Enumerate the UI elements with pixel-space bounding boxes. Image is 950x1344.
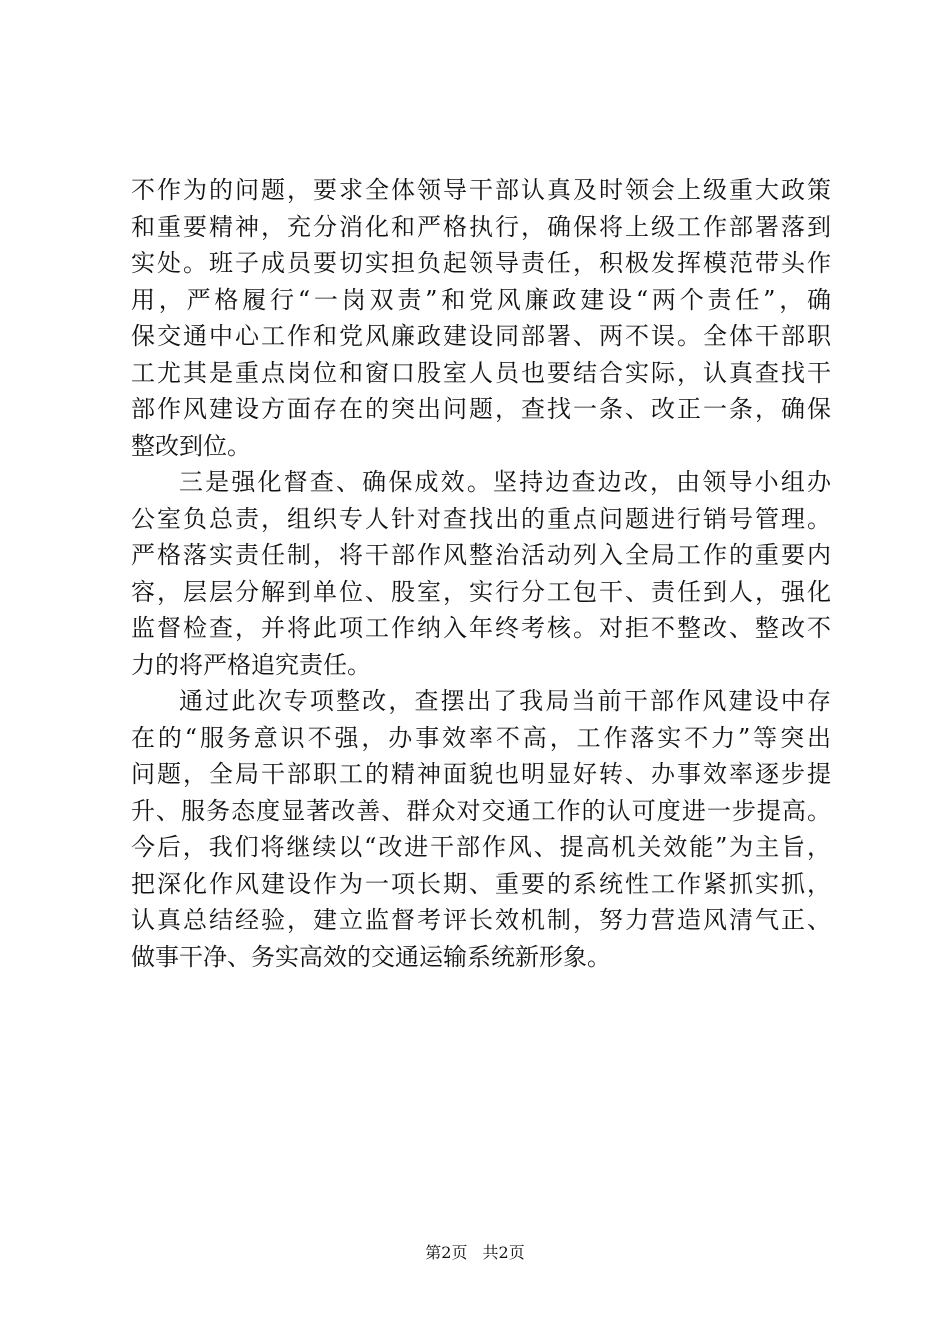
text-line: 用，严格履行“一岗双责”和党风廉政建设“两个责任”，确 [131,285,831,314]
page-footer [0,1241,950,1265]
text-line: 在的“服务意识不强，办事效率不高，工作落实不力”等突出 [131,723,831,752]
text-line: 严格落实责任制，将干部作风整治活动列入全局工作的重要内 [131,541,831,569]
text-line: 力的将严格追究责任。 [131,650,371,679]
text-line: 实处。班子成员要切实担负起领导责任，积极发挥模范带头作 [131,249,831,277]
paragraph-1 [131,172,831,464]
text-line: 做事干净、务实高效的交通运输系统新形象。 [131,942,611,971]
text-line: 部作风建设方面存在的突出问题，查找一条、改正一条，确保 [131,395,831,423]
text-line: 容，层层分解到单位、股室，实行分工包干、责任到人，强化 [131,577,831,606]
text-line: 认真总结经验，建立监督考评长效机制，努力营造风清气正、 [131,906,831,934]
text-line: 把深化作风建设作为一项长期、重要的系统性工作紧抓实抓， [131,869,831,898]
page-total: 共2页 [482,1243,525,1262]
text-line: 公室负总责，组织专人针对查找出的重点问题进行销号管理。 [131,504,831,533]
text-line: 通过此次专项整改，查摆出了我局当前干部作风建设中存 [179,687,831,715]
text-line: 监督检查，并将此项工作纳入年终考核。对拒不整改、整改不 [131,614,831,642]
text-line: 整改到位。 [131,431,251,460]
text-line: 问题，全局干部职工的精神面貌也明显好转、办事效率逐步提 [131,760,831,788]
text-line: 不作为的问题，要求全体领导干部认真及时领会上级重大政策 [131,176,831,204]
document-body [131,172,831,975]
text-line: 三是强化督查、确保成效。坚持边查边改，由领导小组办 [179,468,831,496]
text-line: 保交通中心工作和党风廉政建设同部署、两不误。全体干部职 [131,322,831,350]
text-line: 今后，我们将继续以“改进干部作风、提高机关效能”为主旨， [131,833,831,861]
text-line: 升、服务态度显著改善、群众对交通工作的认可度进一步提高。 [131,796,831,825]
text-line: 和重要精神，充分消化和严格执行，确保将上级工作部署落到 [131,212,831,241]
page-number: 第2页 [425,1243,468,1262]
text-line: 工尤其是重点岗位和窗口股室人员也要结合实际，认真查找干 [131,358,831,387]
paragraph-3 [131,683,831,975]
paragraph-2 [131,464,831,683]
